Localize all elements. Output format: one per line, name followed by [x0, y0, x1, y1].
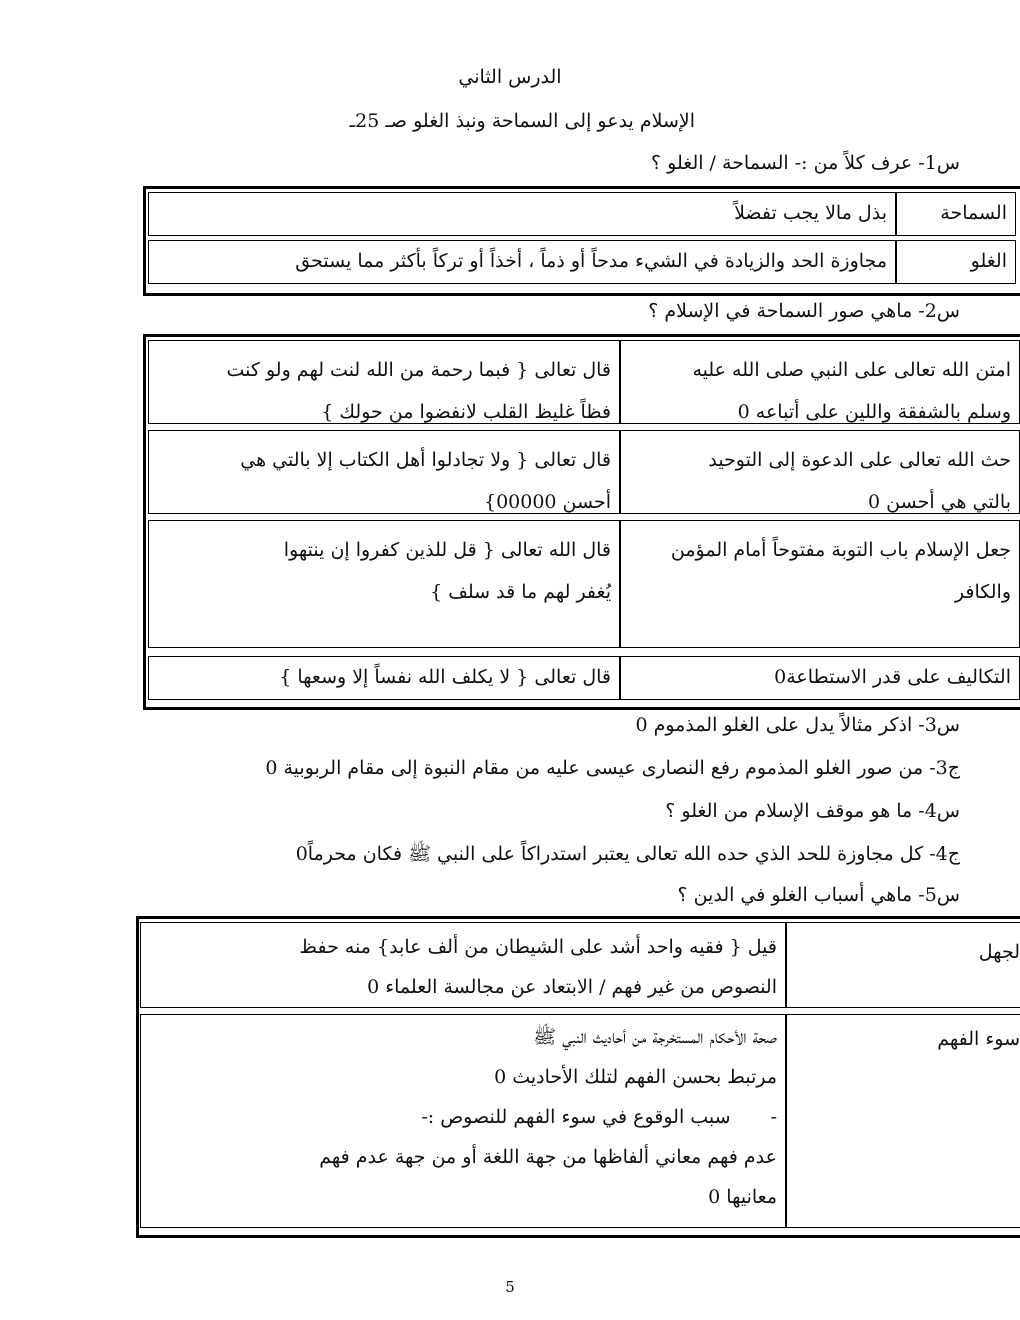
lesson-title: الدرس الثاني: [458, 66, 562, 88]
q2-form-line: التكاليف على قدر الاستطاعة0: [774, 666, 1011, 688]
question-5: س5- ماهي أسباب الغلو في الدين ؟: [677, 884, 960, 906]
question-1: س1- عرف كلاً من :- السماحة / الغلو ؟: [651, 152, 960, 174]
q2-form-cell: [620, 430, 1020, 514]
page-number: 5: [505, 1278, 515, 1296]
q5-explanation-line: النصوص من غير فهم / الابتعاد عن مجالسة العلماء 0: [367, 976, 777, 998]
q1-definition: مجاوزة الحد والزيادة في الشيء مدحاً أو ذماً ، أخذاً أو تركاً بأكثر مما يستحق: [295, 250, 887, 272]
q5-explanation-cell: [140, 1014, 786, 1228]
q2-evidence-cell: [148, 520, 620, 648]
q2-evidence-line: قال الله تعالى { قل للذين كفروا إن ينتهوا: [283, 539, 611, 561]
lesson-subtitle: الإسلام يدعو إلى السماحة ونبذ الغلو صـ 25ـ: [349, 110, 695, 132]
q5-explanation-line: عدم فهم معاني ألفاظها من جهة اللغة أو من جهة عدم فهم: [319, 1146, 777, 1168]
q5-explanation-line: قيل { فقيه واحد أشد على الشيطان من ألف عابد} منه حفظ: [299, 936, 777, 958]
q5-cause: لجهل: [978, 941, 1020, 963]
bullet-dash-icon: -: [770, 1106, 777, 1128]
q5-explanation-line: مرتبط بحسن الفهم لتلك الأحاديث 0: [494, 1066, 777, 1088]
q2-form-line: بالتي هي أحسن 0: [868, 491, 1011, 513]
q2-form-cell: [620, 520, 1020, 648]
q5-cause-cell: [786, 922, 1020, 1008]
q2-evidence-cell: [148, 656, 620, 700]
q5-cause: سوء الفهم: [937, 1028, 1020, 1050]
question-2: س2- ماهي صور السماحة في الإسلام ؟: [648, 300, 960, 322]
q2-evidence-line: قال تعالى { فبما رحمة من الله لنت لهم ولو كنت: [226, 359, 611, 381]
q1-term: السماحة: [940, 202, 1007, 224]
q2-form-line: امتن الله تعالى على النبي صلى الله عليه: [692, 359, 1011, 381]
q2-form-line: حث الله تعالى على الدعوة إلى التوحيد: [708, 449, 1011, 471]
q5-explanation-cell: [140, 922, 786, 1008]
q2-form-line: والكافر: [954, 581, 1011, 603]
q1-definition-cell: [148, 192, 896, 236]
q2-evidence-line: فظاً غليظ القلب لانفضوا من حولك }: [321, 401, 611, 423]
q2-form-cell: [620, 340, 1020, 424]
q2-evidence-line: أحسن 00000}: [483, 491, 611, 513]
q5-explanation-line: معانيها 0: [708, 1186, 777, 1208]
q2-form-line: وسلم بالشفقة واللين على أتباعه 0: [737, 401, 1011, 423]
q1-definition: بذل مالا يجب تفضلاً: [734, 202, 887, 224]
question-3: س3- اذكر مثالاً يدل على الغلو المذموم 0: [635, 714, 960, 736]
q2-evidence-line: قال تعالى { ولا تجادلوا أهل الكتاب إلا بالتي هي: [240, 449, 611, 471]
q5-bullet-text: سبب الوقوع في سوء الفهم للنصوص :-: [421, 1106, 731, 1128]
answer-4: ج4- كل مجاوزة للحد الذي حده الله تعالى يعتبر استدراكاً على النبي ﷺ فكان محرماً0: [295, 843, 960, 865]
answer-3: ج3- من صور الغلو المذموم رفع النصارى عيسى عليه من مقام النبوة إلى مقام الربوبية 0: [265, 757, 960, 779]
q2-form-cell: [620, 656, 1020, 700]
q2-evidence-cell: [148, 430, 620, 514]
q1-definition-cell: [148, 240, 896, 284]
q1-term: الغلو: [970, 250, 1007, 272]
q2-evidence-cell: [148, 340, 620, 424]
q2-evidence-line: قال تعالى { لا يكلف الله نفساً إلا وسعها }: [279, 666, 611, 688]
q2-evidence-line: يُغفر لهم ما قد سلف }: [430, 581, 611, 603]
question-4: س4- ما هو موقف الإسلام من الغلو ؟: [665, 800, 960, 822]
q5-bullet-line: [149, 1097, 777, 1137]
q5-explanation-line: صحة الأحكام المستخرجة من أحاديث النبي ﷺ: [533, 1026, 777, 1048]
q1-term-cell: [896, 240, 1016, 284]
q5-cause-cell: [786, 1014, 1020, 1228]
q1-term-cell: [896, 192, 1016, 236]
q2-form-line: جعل الإسلام باب التوبة مفتوحاً أمام المؤمن: [670, 539, 1011, 561]
